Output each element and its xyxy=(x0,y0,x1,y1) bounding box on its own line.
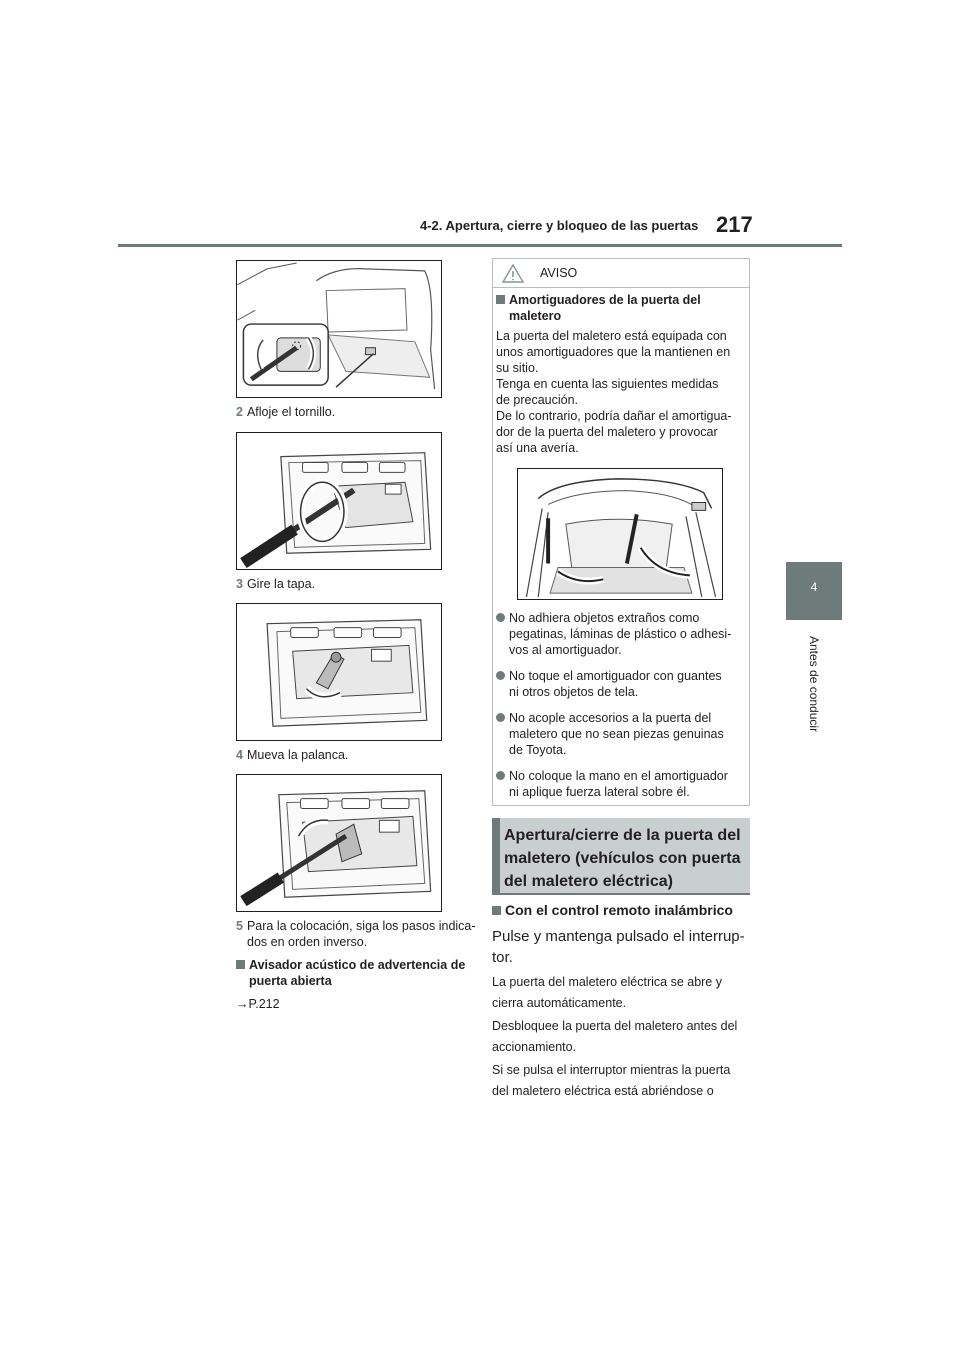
section-title: 4-2. Apertura, cierre y bloqueo de las puertas xyxy=(420,218,699,233)
move-lever-figure xyxy=(236,774,442,912)
door-open-warning-heading: Avisador acústico de advertencia de puerta abierta xyxy=(236,957,465,989)
caution-heading: Amortiguadores de la puerta del maletero xyxy=(496,292,746,324)
step-3: 3 Gire la tapa. xyxy=(236,577,316,591)
caution-bullet-1: No adhiera objetos extraños como pegatinas, láminas de plástico o adhesi- vos al amortiguador. xyxy=(496,610,748,658)
page-reference: →P.212 xyxy=(236,997,280,1011)
page-number: 217 xyxy=(716,212,753,237)
caution-bullet-4: No coloque la mano en el amortiguador ni aplique fuerza lateral sobre él. xyxy=(496,768,748,800)
tailgate-damper-figure xyxy=(517,468,723,600)
caution-paragraph: La puerta del maletero está equipada con unos amortiguadores que la mantienen en su sitio. Tenga en cuenta las siguientes medidas de precaución. De lo contrario, podría dañar el amortigua- dor de la puerta del maletero y provocar así una avería. xyxy=(496,329,732,455)
warning-triangle-icon xyxy=(502,264,524,283)
paragraph-1: La puerta del maletero eléctrica se abre y cierra automáticamente. xyxy=(492,975,722,1010)
loosen-screw-figure xyxy=(236,432,442,570)
remote-control-heading: Con el control remoto inalámbrico xyxy=(492,902,733,918)
section-heading: Apertura/cierre de la puerta del maletero (vehículos con puerta del maletero eléctrica) xyxy=(504,827,741,890)
step-5: 5 Para la colocación, siga los pasos indica- dos en orden inverso. xyxy=(236,919,476,949)
header-rule xyxy=(118,244,842,247)
caution-title: AVISO xyxy=(540,266,578,280)
lead-instruction: Pulse y mantenga pulsado el interrup- tor. xyxy=(492,928,745,966)
paragraph-2: Desbloquee la puerta del maletero antes del accionamiento. xyxy=(492,1019,738,1054)
caution-bullet-3: No acople accesorios a la puerta del maletero que no sean piezas genuinas de Toyota. xyxy=(496,710,748,758)
paragraph-3: Si se pulsa el interruptor mientras la puerta del maletero eléctrica está abriéndose o xyxy=(492,1063,731,1098)
caution-header xyxy=(492,258,750,288)
section-heading-rule xyxy=(492,893,750,895)
turn-cover-figure xyxy=(236,603,442,741)
step-4: 4 Mueva la palanca. xyxy=(236,748,349,762)
section-heading-bar xyxy=(492,818,500,894)
chapter-label: Antes de conducir xyxy=(807,636,821,733)
chapter-number: 4 xyxy=(810,580,818,594)
tailgate-screw-figure xyxy=(236,260,442,398)
caution-bullet-2: No toque el amortiguador con guantes ni otros objetos de tela. xyxy=(496,668,748,700)
step-2: 2 Afloje el tornillo. xyxy=(236,405,336,419)
